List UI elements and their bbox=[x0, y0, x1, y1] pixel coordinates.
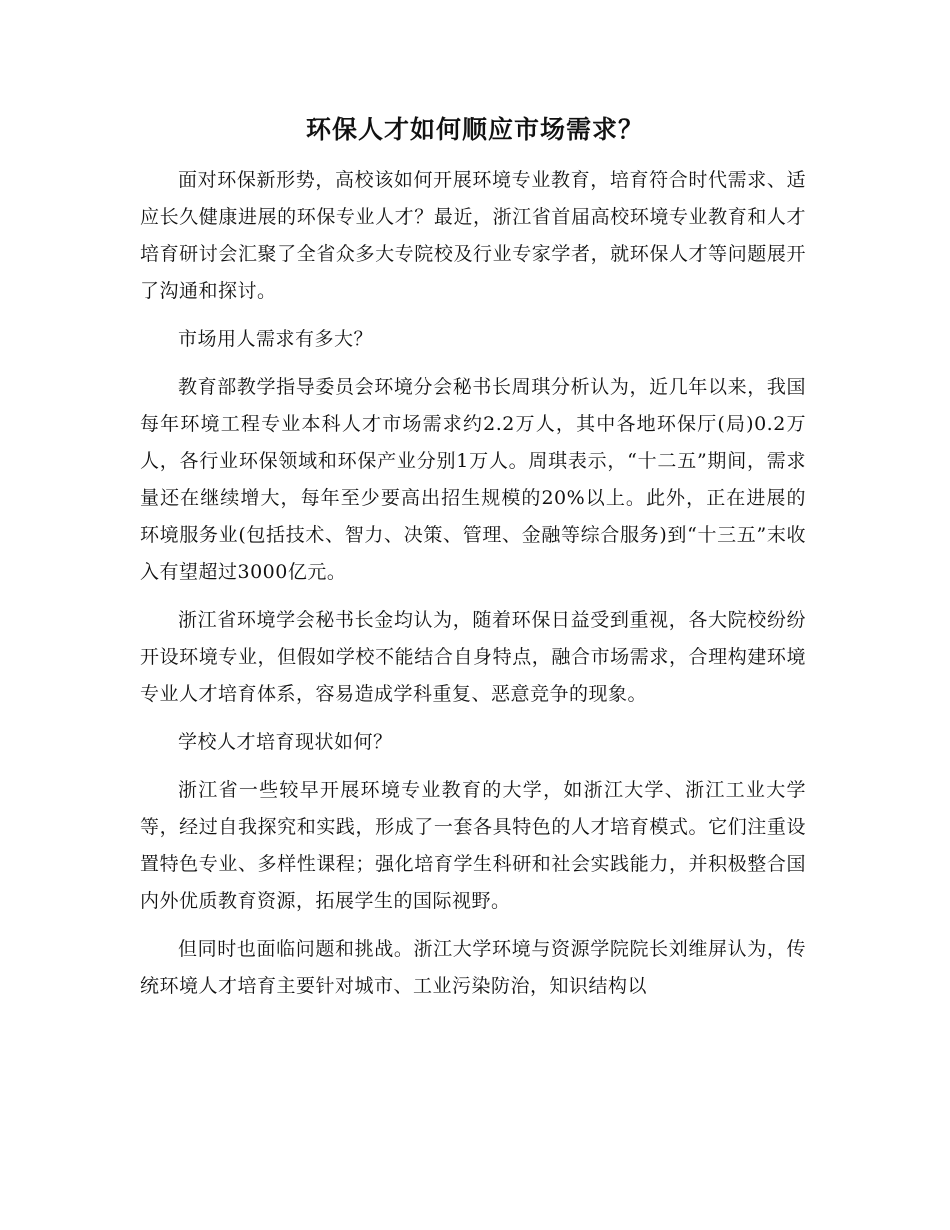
section-heading-training-status: 学校人才培育现状如何？ bbox=[178, 731, 393, 753]
document-body bbox=[140, 162, 806, 1016]
paragraph-market-analysis: 教育部教学指导委员会环境分会秘书长周琪分析认为，近几年以来，我国每年环境工程专业本科人才市场需求约2.2万人，其中各地环保厅(局)0.2万人，各行业环保领域和环保产业分别1万人。周琪表示，“十二五”期间，需求量还在继续增大，每年至少要高出招生规模的20%以上。此外，正在进展的环境服务业(包括技术、智力、决策、管理、金融等综合服务)到“十三五”末收入有望超过3000亿元。 bbox=[140, 376, 806, 583]
paragraph-challenges: 但同时也面临问题和挑战。浙江大学环境与资源学院院长刘维屏认为，传统环境人才培育主要针对城市、工业污染防治，知识结构以 bbox=[140, 938, 806, 997]
paragraph-society-view: 浙江省环境学会秘书长金均认为，随着环保日益受到重视，各大院校纷纷开设环境专业，但假如学校不能结合自身特点，融合市场需求，合理构建环境专业人才培育体系，容易造成学科重复、恶意竞争的现象。 bbox=[140, 609, 806, 705]
paragraph-university-models: 浙江省一些较早开展环境专业教育的大学，如浙江大学、浙江工业大学等，经过自我探究和实践，形成了一套各具特色的人才培育模式。它们注重设置特色专业、多样性课程；强化培育学生科研和社会实践能力，并积极整合国内外优质教育资源，拓展学生的国际视野。 bbox=[140, 779, 806, 912]
document-title: 环保人才如何顺应市场需求？ bbox=[305, 115, 644, 144]
section-heading-market-demand: 市场用人需求有多大？ bbox=[178, 328, 374, 350]
paragraph-intro: 面对环保新形势，高校该如何开展环境专业教育，培育符合时代需求、适应长久健康进展的环保专业人才？最近，浙江省首届高校环境专业教育和人才培育研讨会汇聚了全省众多大专院校及行业专家学者，就环保人才等问题展开了沟通和探讨。 bbox=[140, 169, 806, 302]
